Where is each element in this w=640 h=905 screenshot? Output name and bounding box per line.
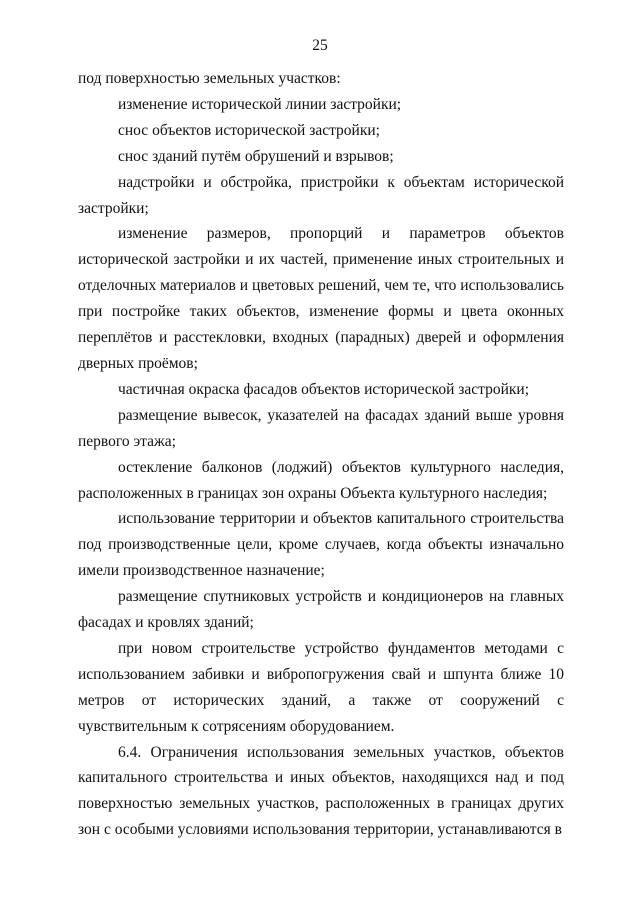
list-item-signage: размещение вывесок, указателей на фасадах зданий выше уровня первого этажа; (78, 406, 564, 450)
list-item-dimensions-materials: изменение размеров, пропорций и параметров объектов исторической застройки и их частей, применение иных строительных и отделочных материалов и цветовых решений, чем те, что использовались при постройке таких объектов, изменение формы и цвета оконных переплётов и расстекловки, входных (парадных) дверей и оформления дверных проёмов; (78, 225, 564, 372)
list-item-demolition: снос объектов исторической застройки; (118, 121, 380, 139)
list-item-foundations: при новом строительстве устройство фундаментов методами с использованием забивки и вибропогружения свай и шпунта ближе 10 метров от исторических зданий, а также от сооружений с чувствительным к сотрясениям оборудованием. (78, 639, 564, 735)
document-body (78, 66, 564, 843)
list-item-balcony-glazing: остекление балконов (лоджий) объектов культурного наследия, расположенных в границах зон охраны Объекта культурного наследия; (78, 458, 564, 502)
paragraph-continuation: под поверхностью земельных участков: (78, 70, 341, 87)
list-item-building-line: изменение исторической линии застройки; (118, 95, 402, 113)
list-item-satellite-ac: размещение спутниковых устройств и кондиционеров на главных фасадах и кровлях зданий; (78, 588, 564, 632)
list-item-industrial-use: использование территории и объектов капитального строительства под производственные цели, кроме случаев, когда объекты изначально имели производственное назначение; (78, 510, 564, 580)
page-number: 25 (312, 37, 328, 54)
list-item-superstructures: надстройки и обстройка, пристройки к объектам исторической застройки; (78, 173, 564, 217)
section-6-4-paragraph: 6.4. Ограничения использования земельных участков, объектов капитального строительства и иных объектов, находящихся над и под поверхностью земельных участков, расположенных в границах других зон с особыми условиями использования территории, устанавливаются в (78, 743, 564, 839)
list-item-explosion-demolition: снос зданий путём обрушений и взрывов; (118, 147, 394, 165)
list-item-facade-painting: частичная окраска фасадов объектов исторической застройки; (118, 380, 530, 398)
